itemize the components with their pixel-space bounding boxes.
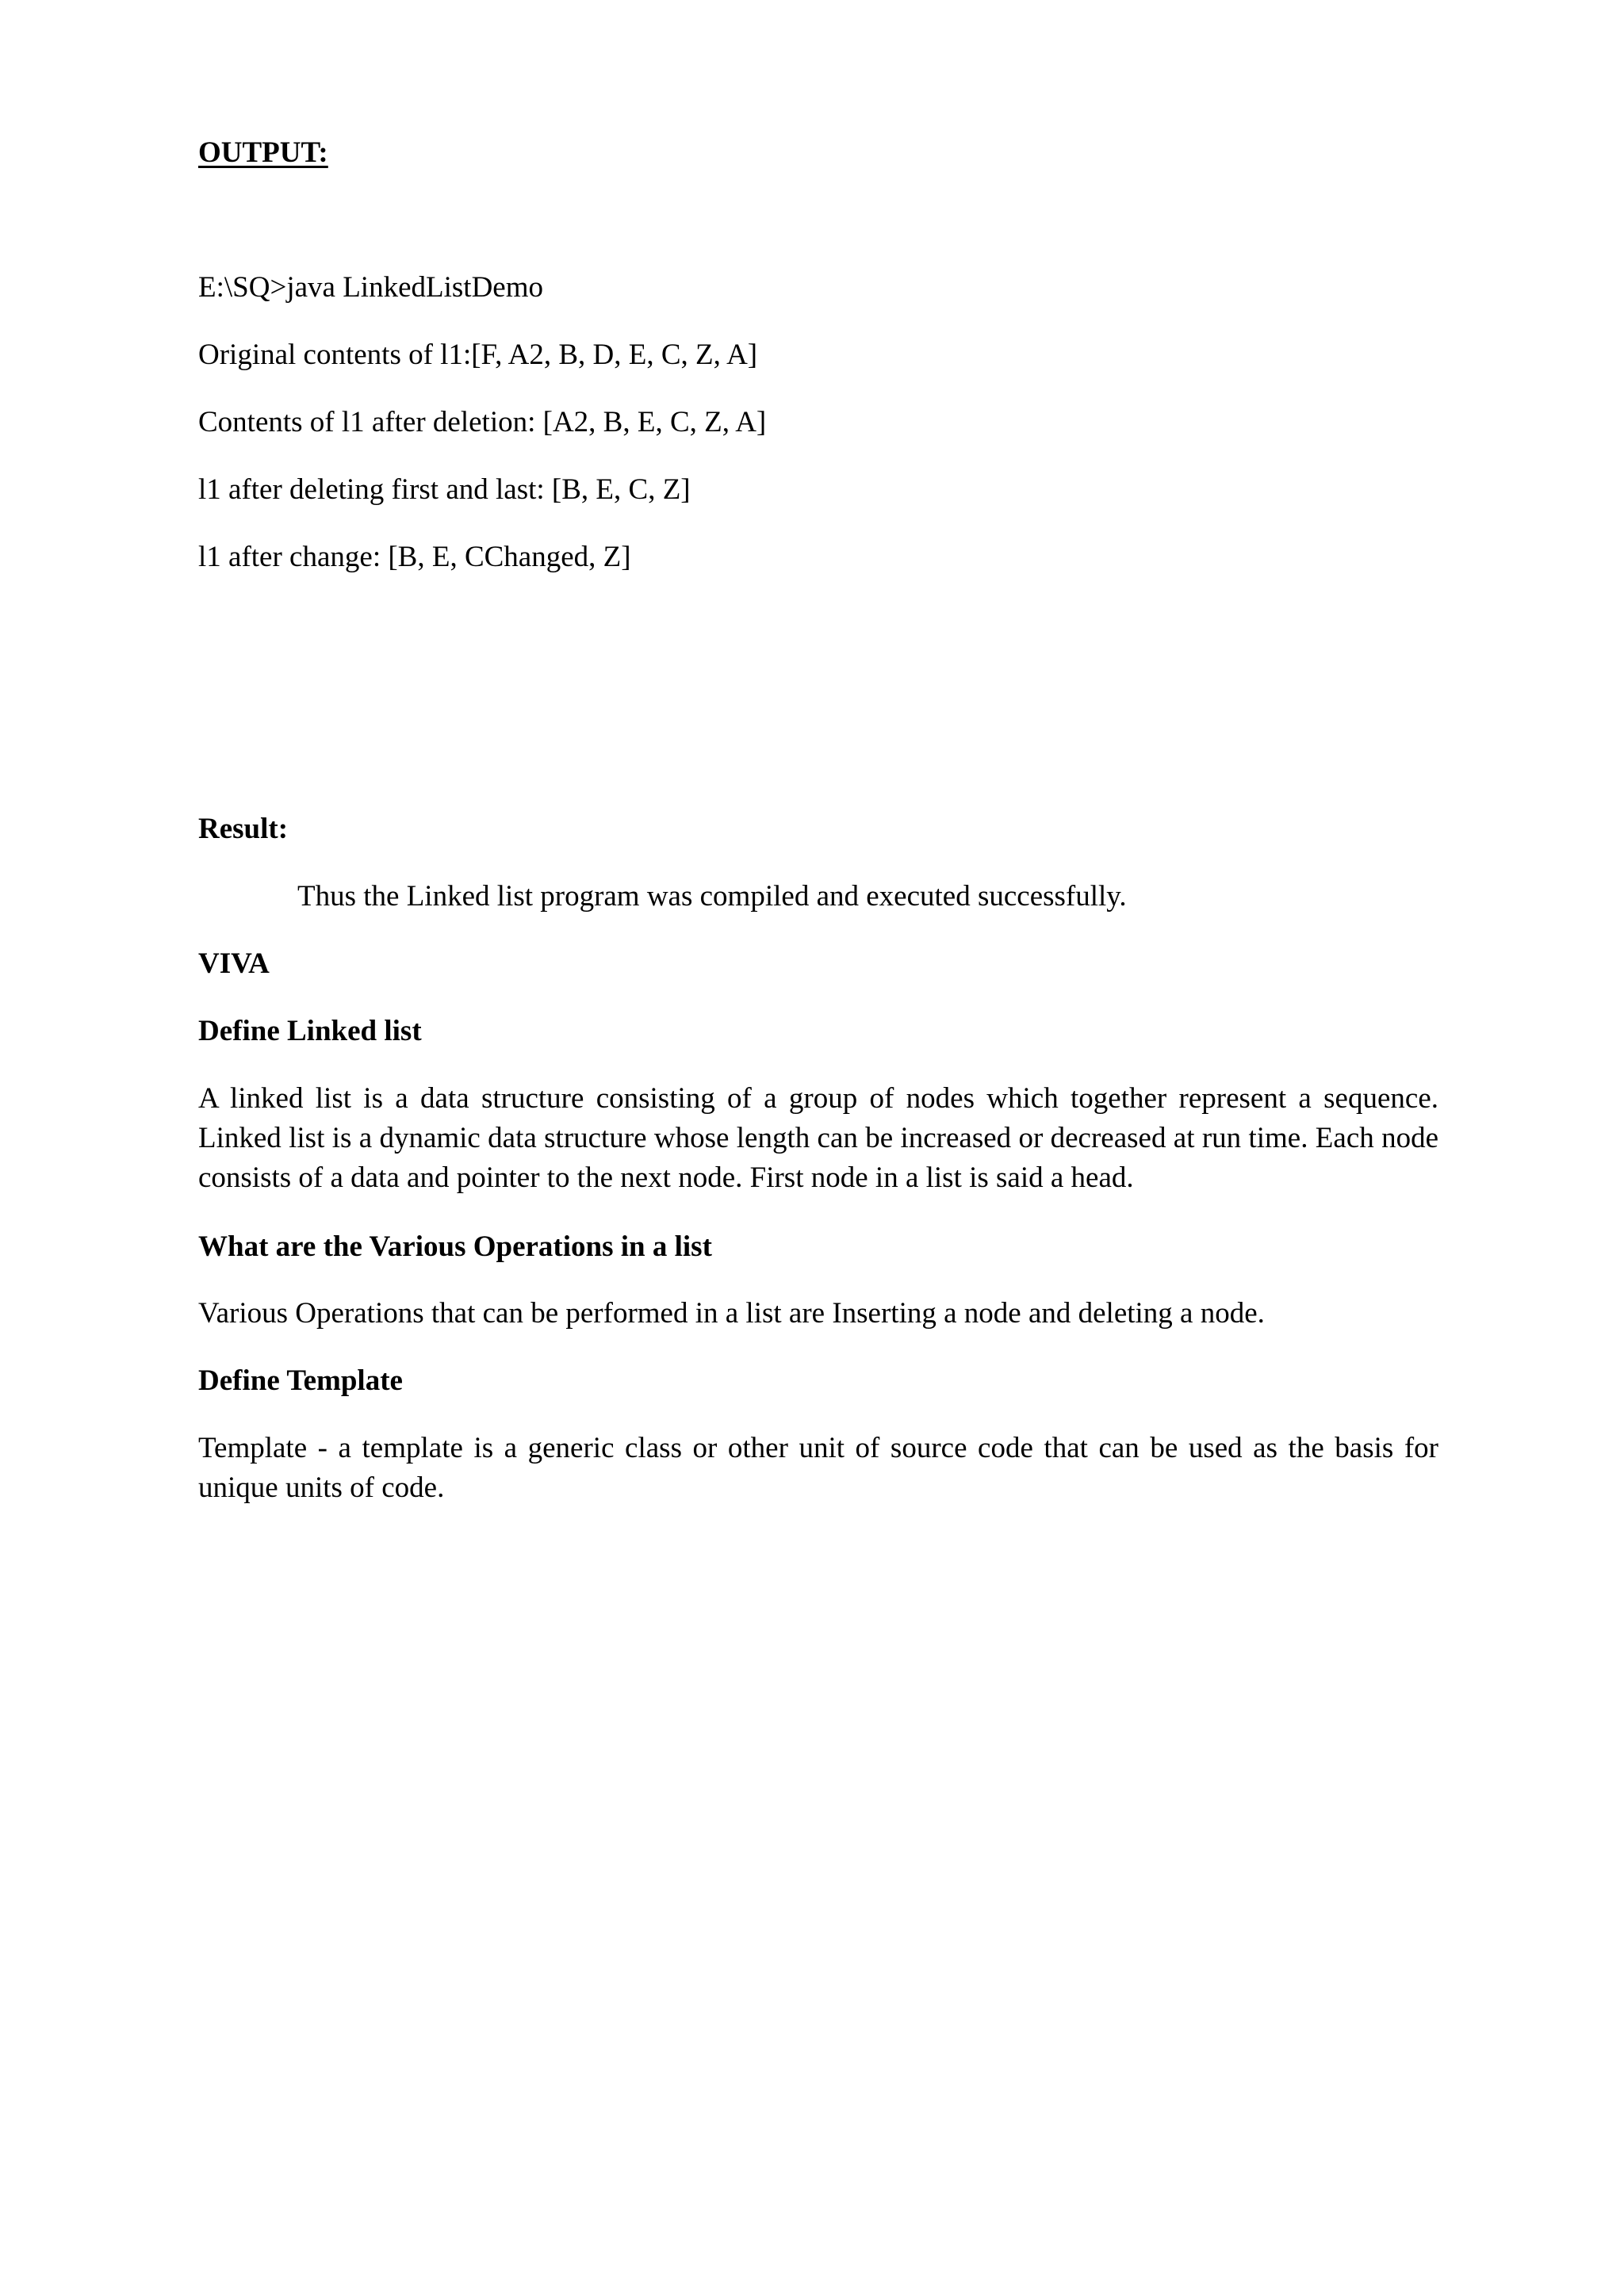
answer-list-operations: Various Operations that can be performed in a list are Inserting a node and deleting a node. <box>198 1297 1265 1330</box>
result-heading: Result: <box>198 813 289 845</box>
question-define-template: Define Template <box>198 1364 403 1397</box>
question-define-linked-list: Define Linked list <box>198 1015 422 1047</box>
answer-define-template: Template - a template is a generic class or other unit of source code that can be used as the basis for unique units of code. <box>198 1432 1438 1504</box>
viva-heading: VIVA <box>198 947 270 980</box>
question-list-operations: What are the Various Operations in a list <box>198 1230 712 1263</box>
output-heading: OUTPUT: <box>198 136 328 169</box>
console-line-after-delete-first-last: l1 after deleting first and last: [B, E, C, Z] <box>198 473 691 506</box>
console-line-original: Original contents of l1:[F, A2, B, D, E, C, Z, A] <box>198 339 758 371</box>
answer-define-linked-list: A linked list is a data structure consisting of a group of nodes which together represent a sequence. Linked list is a dynamic data structure whose length can be increased or decreased at run time. Each node consists of a data and pointer to the next node. First node in a list is said a head. <box>198 1082 1438 1194</box>
console-line-after-deletion: Contents of l1 after deletion: [A2, B, E, C, Z, A] <box>198 406 767 438</box>
result-text: Thus the Linked list program was compiled and executed successfully. <box>297 880 1127 913</box>
console-line-command: E:\SQ>java LinkedListDemo <box>198 271 543 304</box>
console-line-after-change: l1 after change: [B, E, CChanged, Z] <box>198 541 631 573</box>
